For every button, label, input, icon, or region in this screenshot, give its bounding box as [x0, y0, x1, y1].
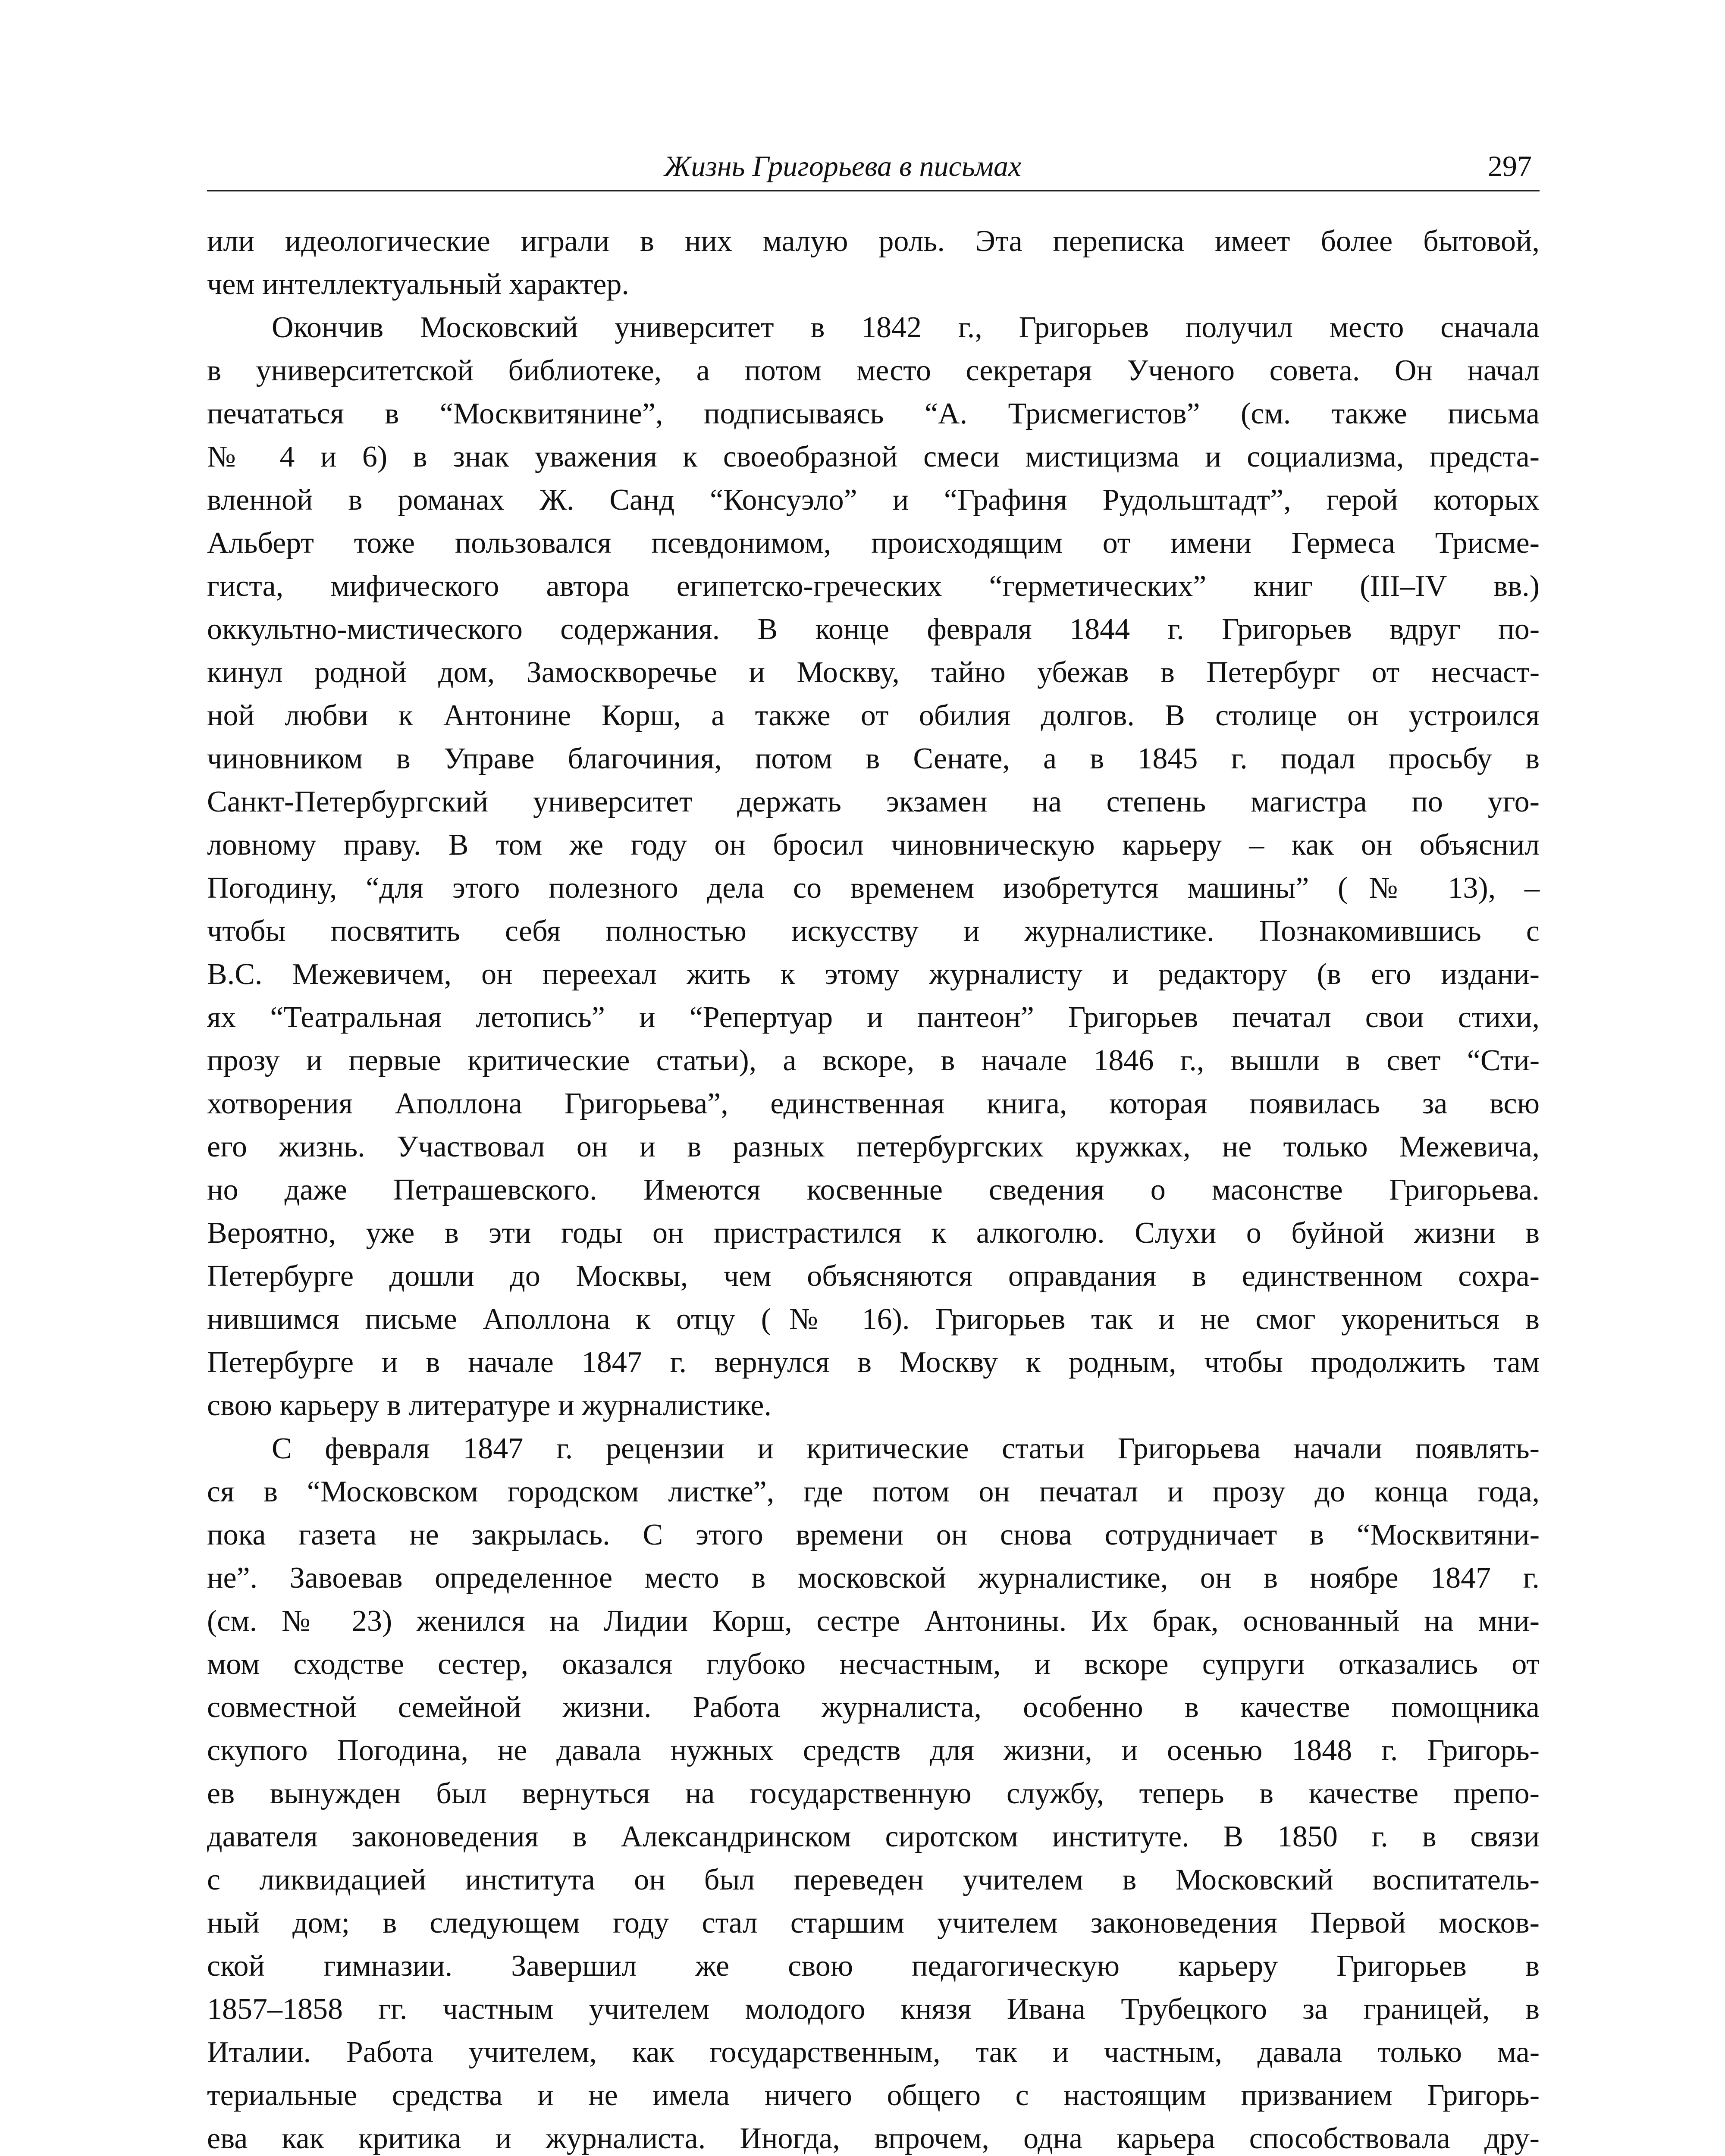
- text-line: но даже Петрашевского. Имеются косвенные сведения о масонстве Григорьева.: [207, 1173, 1540, 1206]
- page-number: 297: [1488, 150, 1532, 182]
- paragraph: [207, 220, 1540, 306]
- text-line: не”. Завоевав определенное место в московской журналистике, он в ноябре 1847 г.: [207, 1561, 1540, 1595]
- text-line: с ликвидацией института он был переведен учителем в Московский воспитатель-: [207, 1863, 1540, 1896]
- paragraph: [207, 1427, 1540, 2156]
- text-line: С февраля 1847 г. рецензии и критические статьи Григорьева начали появлять-: [272, 1432, 1540, 1465]
- text-line: ях “Театральная летопись” и “Репертуар и пантеон” Григорьев печатал свои стихи,: [207, 1001, 1540, 1034]
- text-line: гиста, мифического автора египетско-греческих “герметических” книг (III–IV вв.): [207, 570, 1540, 603]
- text-line: (см. № 23) женился на Лидии Корш, сестре Антонины. Их брак, основанный на мни-: [207, 1604, 1540, 1638]
- text-line: чтобы посвятить себя полностью искусству и журналистике. Познакомившись с: [207, 915, 1540, 948]
- text-line: Петербурге дошли до Москвы, чем объясняются оправдания в единственном сохра-: [207, 1260, 1540, 1293]
- body-text: [207, 220, 1540, 2156]
- text-line: Альберт тоже пользовался псевдонимом, происходящим от имени Гермеса Трисме-: [207, 526, 1540, 560]
- running-header: [207, 142, 1540, 191]
- running-title: Жизнь Григорьева в письмах: [664, 150, 1022, 182]
- text-line: ева как критика и журналиста. Иногда, впрочем, одна карьера способствовала дру-: [207, 2122, 1540, 2155]
- text-line: ев вынужден был вернуться на государственную службу, теперь в качестве препо-: [207, 1777, 1540, 1810]
- text-line: Италии. Работа учителем, как государственным, так и частным, давала только ма-: [207, 2036, 1540, 2069]
- text-line: вленной в романах Ж. Санд “Консуэло” и “Графиня Рудольштадт”, герой которых: [207, 483, 1540, 517]
- text-line: Вероятно, уже в эти годы он пристрастился к алкоголю. Слухи о буйной жизни в: [207, 1216, 1540, 1250]
- text-line: чем интеллектуальный характер.: [207, 268, 629, 301]
- text-line: его жизнь. Участвовал он и в разных петербургских кружках, не только Межевича,: [207, 1130, 1540, 1163]
- text-line: в университетской библиотеке, а потом место секретаря Ученого совета. Он начал: [207, 354, 1540, 387]
- text-line: Погодину, “для этого полезного дела со временем изобретутся машины” (№ 13), –: [207, 871, 1540, 905]
- text-line: ся в “Московском городском листке”, где потом он печатал и прозу до конца года,: [207, 1475, 1540, 1508]
- text-line: пока газета не закрылась. С этого времени он снова сотрудничает в “Москвитяни-: [207, 1518, 1540, 1551]
- text-line: или идеологические играли в них малую роль. Эта переписка имеет более бытовой,: [207, 225, 1540, 258]
- text-line: мом сходстве сестер, оказался глубоко несчастным, и вскоре супруги отказались от: [207, 1648, 1540, 1681]
- text-line: нившимся письме Аполлона к отцу (№ 16). Григорьев так и не смог укорениться в: [207, 1303, 1540, 1336]
- text-line: 1857–1858 гг. частным учителем молодого князя Ивана Трубецкого за границей, в: [207, 1993, 1540, 2026]
- text-line: хотворения Аполлона Григорьева”, единственная книга, которая появилась за всю: [207, 1087, 1540, 1120]
- text-line: № 4 и 6) в знак уважения к своеобразной смеси мистицизма и социализма, предста-: [207, 440, 1540, 473]
- text-line: совместной семейной жизни. Работа журналиста, особенно в качестве помощника: [207, 1691, 1540, 1724]
- text-line: Окончив Московский университет в 1842 г., Григорьев получил место сначала: [272, 311, 1540, 344]
- text-line: прозу и первые критические статьи), а вскоре, в начале 1846 г., вышли в свет “Сти-: [207, 1044, 1540, 1077]
- text-line: оккультно-мистического содержания. В конце февраля 1844 г. Григорьев вдруг по-: [207, 613, 1540, 646]
- text-line: давателя законоведения в Александринском сиротском институте. В 1850 г. в связи: [207, 1820, 1540, 1853]
- text-line: чиновником в Управе благочиния, потом в Сенате, а в 1845 г. подал просьбу в: [207, 742, 1540, 775]
- text-line: свою карьеру в литературе и журналистике.: [207, 1389, 772, 1422]
- text-line: Петербурге и в начале 1847 г. вернулся в Москву к родным, чтобы продолжить там: [207, 1346, 1540, 1379]
- text-line: скупого Погодина, не давала нужных средств для жизни, и осенью 1848 г. Григорь-: [207, 1734, 1540, 1767]
- text-line: териальные средства и не имела ничего общего с настоящим призванием Григорь-: [207, 2079, 1540, 2112]
- text-line: ской гимназии. Завершил же свою педагогическую карьеру Григорьев в: [207, 1949, 1540, 1983]
- text-line: Санкт-Петербургский университет держать экзамен на степень магистра по уго-: [207, 785, 1540, 818]
- paragraph: [207, 306, 1540, 1427]
- text-line: ловному праву. В том же году он бросил чиновническую карьеру – как он объяснил: [207, 828, 1540, 862]
- text-line: ной любви к Антонине Корш, а также от обилия долгов. В столице он устроился: [207, 699, 1540, 732]
- text-line: печататься в “Москвитянине”, подписываясь “А. Трисмегистов” (см. также письма: [207, 397, 1540, 430]
- text-line: кинул родной дом, Замоскворечье и Москву, тайно убежав в Петербург от несчаст-: [207, 656, 1540, 689]
- text-line: ный дом; в следующем году стал старшим учителем законоведения Первой москов-: [207, 1906, 1540, 1940]
- text-line: В.С. Межевичем, он переехал жить к этому журналисту и редактору (в его издани-: [207, 958, 1540, 991]
